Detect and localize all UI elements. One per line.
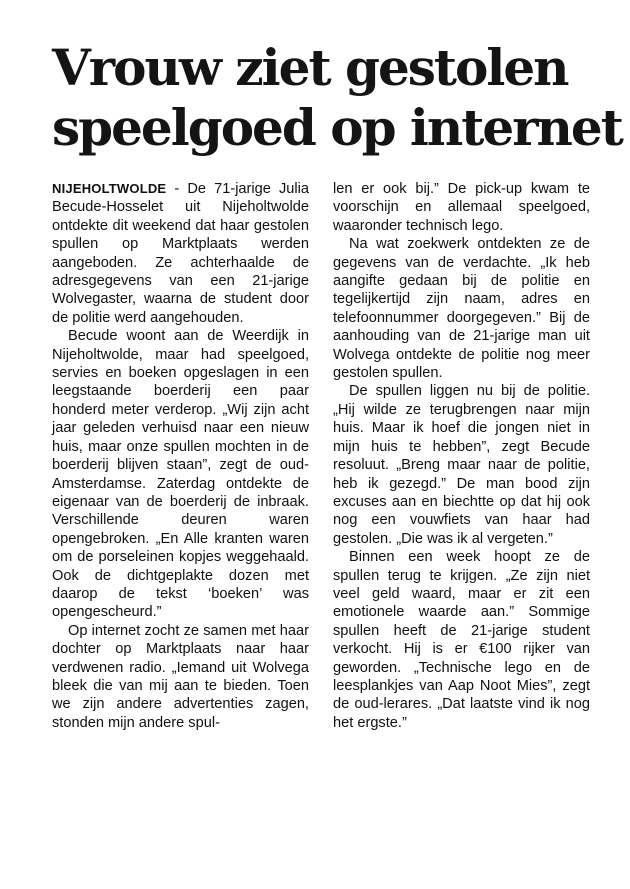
paragraph-text: - De 71-jarige Julia Becude-Hosselet uit Nijeholtwolde ontdekte dit weekend dat haar gestolen spullen op Marktplaats werden aangeboden. Ze achterhaalde de adresgegevens van een 21-jarige Wolvegaster, waarna de student door de politie werd aangehouden. [52,181,309,326]
paragraph: Becude woont aan de Weerdijk in Nijeholtwolde, maar had speelgoed, servies en boeken opgeslagen in een leegstaande boerderij een paar honderd meter verderop. „Wij zijn acht jaar geleden verhuisd naar een nieuw huis, maar onze spullen mochten in de boerderij blijven staan”, zegt de oud-Amsterdamse. Zaterdag ontdekte de eigenaar van de boerderij de inbraak. Verschillende deuren waren opengebroken. „En Alle kranten waren om de porseleinen kopjes weggehaald. Ook de dichtgeplakte dozen met daarop de tekst ‘boeken’ was opengescheurd.” [52,328,309,621]
paragraph: De spullen liggen nu bij de politie. „Hij wilde ze terugbrengen naar mijn huis. Maar ik hoef die jongen niet in mijn huis te hebben”, zegt Becude resoluut. „Breng maar naar de politie, heb ik gezegd.” De man bood zijn excuses aan en biechtte op dat hij ook nog een vouwfiets van haar had gestolen. „Die was ik al vergeten.” [333,383,590,547]
article-column-1 [52,180,309,732]
article-body [52,180,590,732]
paragraph: Na wat zoekwerk ontdekten ze de gegevens van de verdachte. „Ik heb aangifte gedaan bij de politie en tegelijkertijd zijn naam, adres en telefoonnummer doorgegeven.” Bij de aanhouding van de 21-jarige man uit Wolvega ontdekte de politie nog meer gestolen spullen. [333,236,590,382]
paragraph: Binnen een week hoopt ze de spullen terug te krijgen. „Ze zijn niet veel geld waard, maar er zit een emotionele waarde aan.” Sommige spullen heeft de 21-jarige student verkocht. Hij is er €100 rijker van geworden. „Technische lego en de leesplankjes van Aap Noot Mies”, zegt de oud-lerares. „Dat laatste vind ik nog het ergste.” [333,549,590,731]
dateline: NIJEHOLTWOLDE [52,181,167,196]
article-column-2 [333,180,590,732]
paragraph: len er ook bij.” De pick-up kwam te voorschijn en allemaal speelgoed, waaronder technisch lego. [333,181,590,234]
headline-line-2: speelgoed op internet [52,98,622,157]
paragraph: Op internet zocht ze samen met haar dochter op Marktplaats naar haar verdwenen radio. „Iemand uit Wolvega bleek die van mij aan te bieden. Toen we zijn andere advertenties zagen, stonden mijn andere spul- [52,622,309,731]
headline-line-1: Vrouw ziet gestolen [52,38,568,97]
paragraph [52,180,309,327]
article-headline [52,38,622,158]
